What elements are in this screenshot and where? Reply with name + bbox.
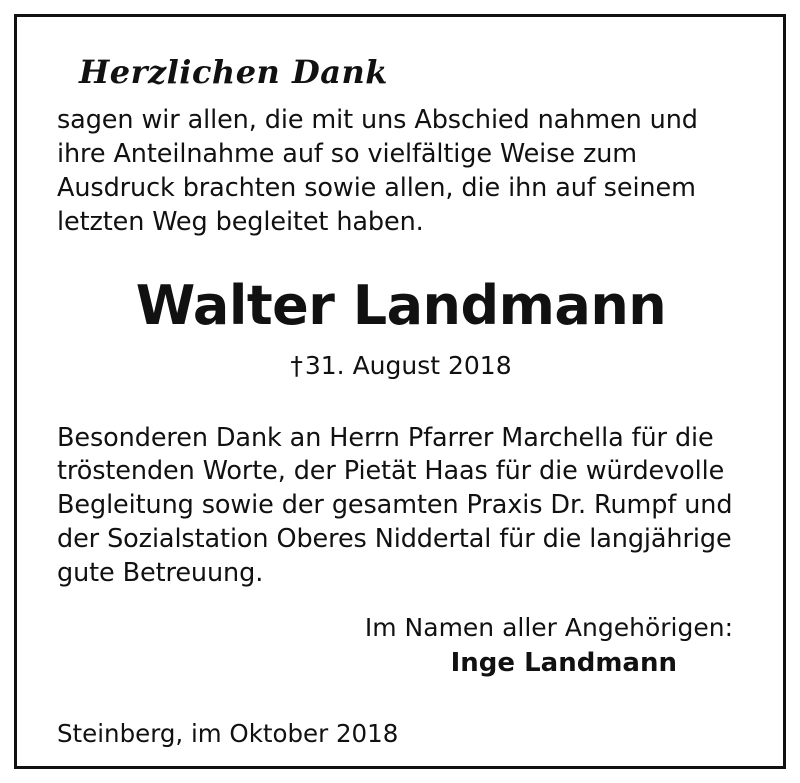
on-behalf-line: Im Namen aller Angehörigen: [364,613,733,643]
thanks-heading: Herzlichen Dank [79,53,388,91]
cross-icon: † [290,350,303,380]
signer-name: Inge Landmann [450,648,677,679]
death-date: 31. August 2018 [304,350,512,380]
deceased-name: Walter Landmann [135,273,667,337]
special-thanks-paragraph: Besonderen Dank an Herrn Pfarrer Marchella für die tröstenden Worte, der Pietät Haas für die würdevolle Begleitung sowie der gesamten Praxis Dr. Rumpf und der Sozialstation Oberes Niddertal für die langjährige gute Betreuung. [57,422,733,589]
death-date-line [57,351,745,380]
notice-frame [14,14,786,769]
bottom-spacer [57,678,745,691]
intro-paragraph: sagen wir allen, die mit uns Abschied nahmen und ihre Anteilnahme auf so vielfältige Weise zum Ausdruck brachten sowie allen, die ihn auf seinem letzten Weg begleitet haben. [57,105,698,237]
place-and-date: Steinberg, im Oktober 2018 [57,719,399,748]
